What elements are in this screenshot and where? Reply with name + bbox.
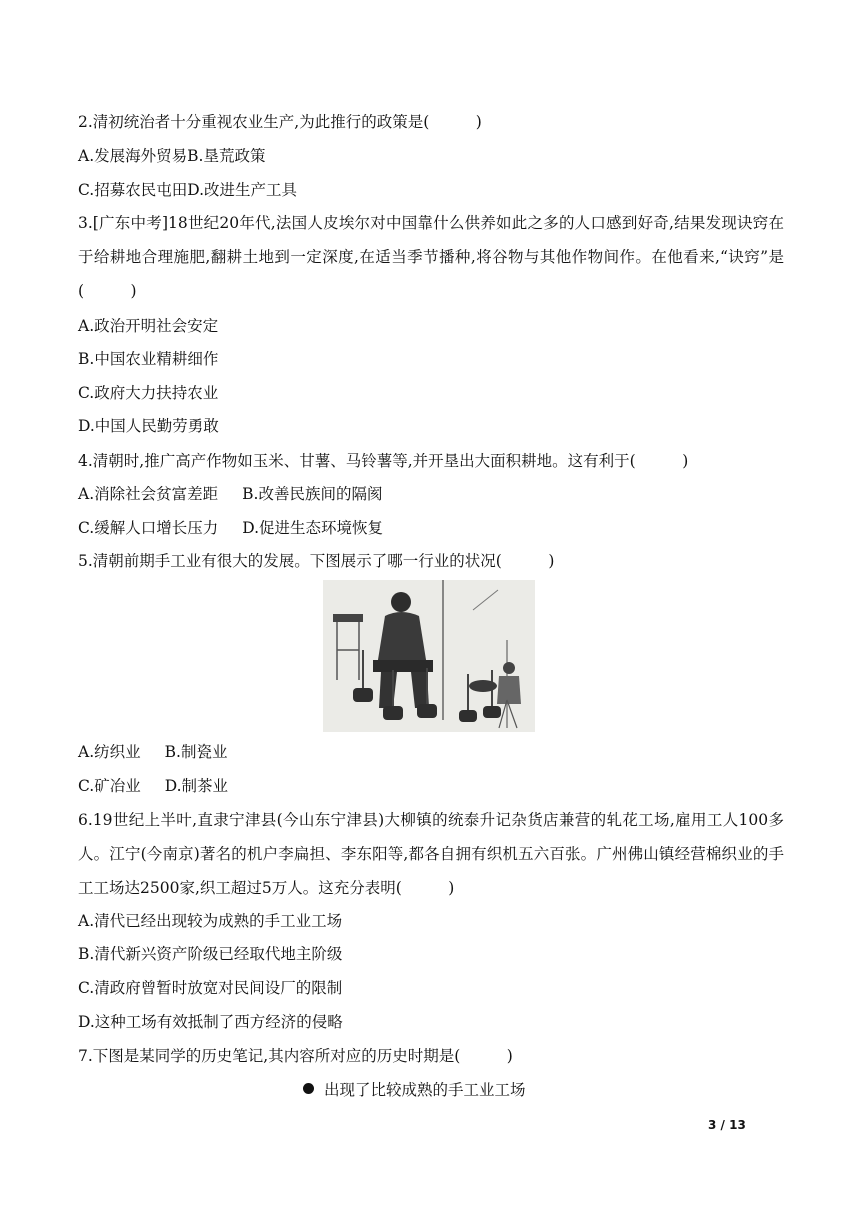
q5-stem: 5.清朝前期手工业有很大的发展。下图展示了哪一行业的状况( ): [78, 552, 555, 570]
q6-option-b: B.清代新兴资产阶级已经取代地主阶级: [78, 945, 343, 963]
history-note-text: 出现了比较成熟的手工业工场: [324, 1081, 526, 1099]
q3-option-c: C.政府大力扶持农业: [78, 384, 219, 402]
q4-options-row1: [78, 484, 382, 504]
q6-option-d: D.这种工场有效抵制了西方经济的侵略: [78, 1013, 343, 1031]
page-number: 3 / 13: [708, 1118, 746, 1132]
q6-stem: 6.19世纪上半叶,直隶宁津县(今山东宁津县)大柳镇的统泰升记杂货店兼营的轧花工场,雇用工人100多人。江宁(今南京)著名的机户李扁担、李东阳等,都各自拥有织机五六百张。广州佛山镇经营棉织业的手工工场达2500家,织工超过5万人。这充分表明( ): [78, 811, 784, 897]
q5-option-d: D.制茶业: [164, 777, 229, 795]
q5-option-b: B.制瓷业: [164, 743, 228, 761]
q7-stem: 7.下图是某同学的历史笔记,其内容所对应的历史时期是( ): [78, 1047, 513, 1065]
q4-option-c: C.缓解人口增长压力: [78, 519, 219, 537]
q3-stem: 3.[广东中考]18世纪20年代,法国人皮埃尔对中国靠什么供养如此之多的人口感到好奇,结果发现诀窍在于给耕地合理施肥,翻耕土地到一定深度,在适当季节播种,将谷物与其他作物间作。在他看来,“诀窍”是( ): [78, 214, 784, 300]
q2-stem: 2.清初统治者十分重视农业生产,为此推行的政策是( ): [78, 113, 482, 131]
q4-option-a: A.消除社会贫富差距: [78, 485, 219, 503]
q5-option-c: C.矿冶业: [78, 777, 141, 795]
q3-option-a: A.政治开明社会安定: [78, 317, 219, 335]
q6-option-c: C.清政府曾暂时放宽对民间设厂的限制: [78, 979, 343, 997]
q4-stem: 4.清朝时,推广高产作物如玉米、甘薯、马铃薯等,并开垦出大面积耕地。这有利于( ): [78, 452, 689, 470]
q5-option-a: A.纺织业: [78, 743, 141, 761]
q4-options-row2: [78, 518, 383, 538]
q4-option-d: D.促进生态环境恢复: [242, 519, 384, 537]
q5-options-row2: [78, 776, 228, 796]
q2-option-cd: C.招募农民屯田D.改进生产工具: [78, 181, 298, 199]
q3-option-b: B.中国农业精耕细作: [78, 350, 219, 368]
history-note: [303, 1080, 526, 1100]
silk-reeling-drawing: [323, 580, 535, 732]
q2-option-ab: A.发展海外贸易B.垦荒政策: [78, 147, 266, 165]
q6-option-a: A.清代已经出现较为成熟的手工业工场: [78, 912, 343, 930]
q3-option-d: D.中国人民勤劳勇敢: [78, 417, 219, 435]
q5-options-row1: [78, 742, 227, 762]
bullet-icon: [303, 1083, 314, 1094]
handicraft-illustration: [323, 580, 535, 732]
q4-option-b: B.改善民族间的隔阂: [242, 485, 383, 503]
